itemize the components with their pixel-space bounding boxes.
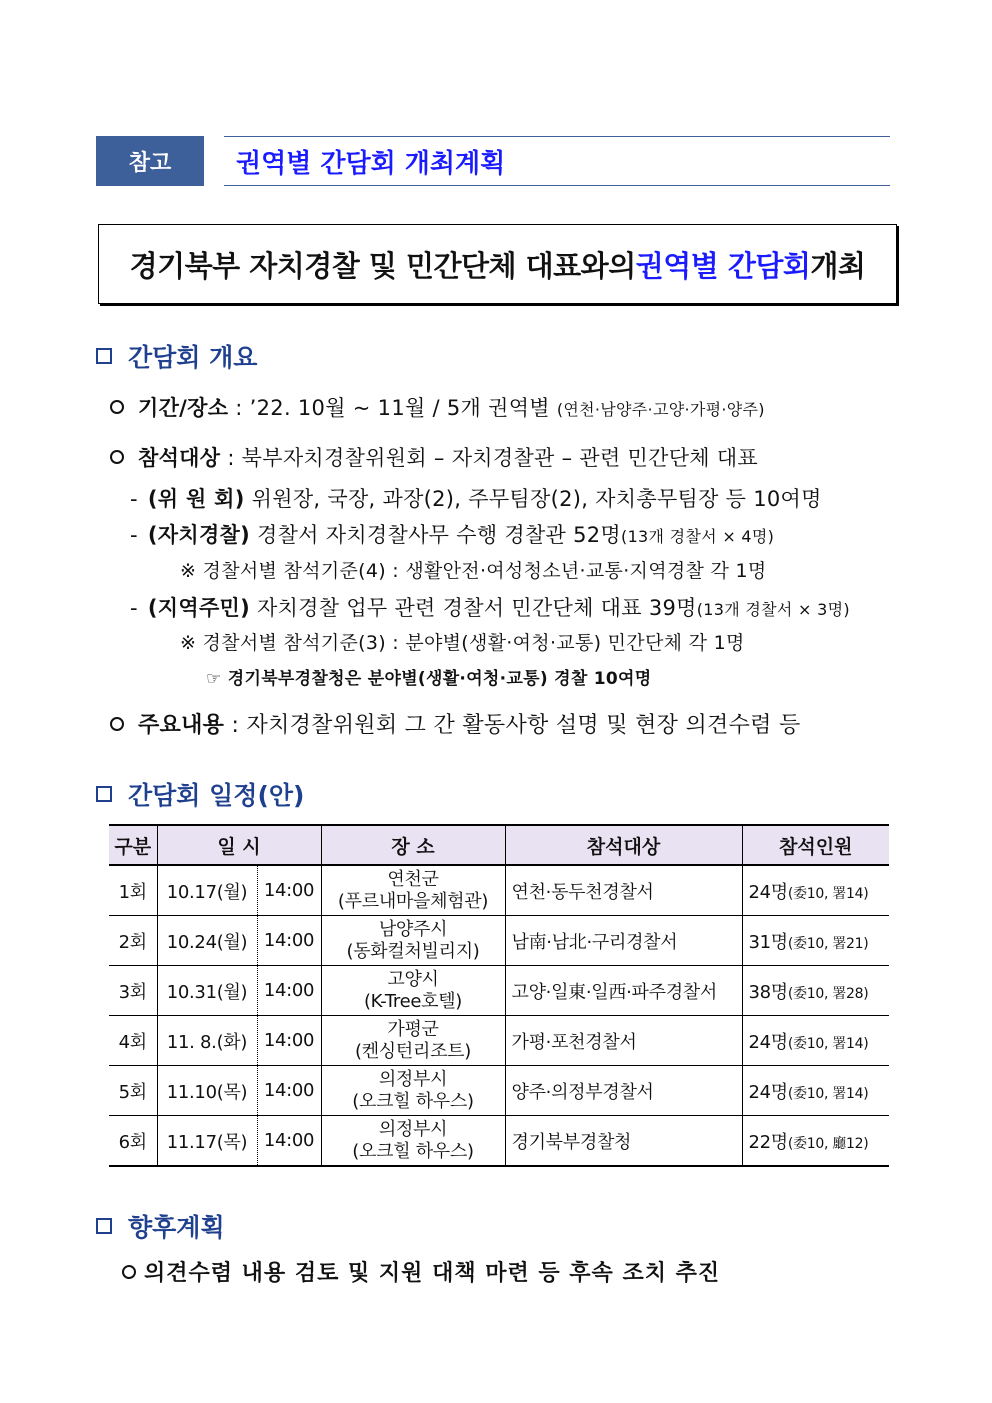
target-cell: 경기북부경찰청	[505, 1116, 742, 1167]
venue-name: 가평군	[387, 1018, 439, 1040]
circle-bullet-icon	[110, 717, 124, 731]
period-label: 기간/장소	[138, 396, 229, 420]
future-item: 의견수렴 내용 검토 및 지원 대책 마련 등 후속 조치 추진	[144, 1261, 721, 1286]
table-row	[109, 1016, 889, 1066]
count-cell	[742, 1116, 889, 1167]
target-cell: 고양·일東·일西·파주경찰서	[505, 966, 742, 1016]
hq-note: ☞ 경기북부경찰청은 분야별(생활·여청·교통) 경찰 10여명	[206, 669, 652, 689]
period-line	[110, 392, 765, 422]
header-venue: 장 소	[321, 825, 505, 865]
committee-line	[130, 483, 822, 513]
police-line	[130, 519, 774, 549]
content-value: : 자치경찰위원회 그 간 활동사항 설명 및 현장 의견수렴 등	[224, 713, 801, 738]
count-cell	[742, 916, 889, 966]
circle-bullet-icon	[110, 400, 124, 414]
count-value: 24명	[748, 1081, 788, 1103]
future-heading-text: 향후계획	[128, 1213, 225, 1242]
date-cell: 10.24(월)	[157, 916, 257, 966]
residents-criteria: ※ 경찰서별 참석기준(3) : 분야별(생활·여청·교통) 민간단체 각 1명	[180, 632, 745, 654]
period-note: (연천·남양주·고양·가평·양주)	[556, 400, 765, 419]
table-row	[109, 1066, 889, 1116]
round-cell: 3회	[109, 966, 157, 1016]
count-note: (委10, 署28)	[787, 985, 869, 1002]
table-row	[109, 916, 889, 966]
police-label: (자치경찰)	[147, 523, 251, 547]
table-header-row	[109, 825, 889, 865]
overview-heading	[96, 338, 257, 374]
venue-cell	[321, 1016, 505, 1066]
venue-place: (동화컬처빌리지)	[346, 940, 480, 962]
schedule-table	[109, 824, 889, 1167]
reference-tag: 참고	[96, 136, 204, 186]
venue-place: (K-Tree호텔)	[363, 990, 463, 1012]
period-value: : ’22. 10월 ~ 11월 / 5개 권역별	[228, 396, 557, 420]
count-value: 24명	[748, 881, 788, 903]
future-item-line	[122, 1256, 720, 1287]
date-cell: 10.31(월)	[157, 966, 257, 1016]
square-bullet-icon	[96, 1218, 112, 1234]
main-title-part2: 개최	[810, 248, 866, 283]
count-value: 31명	[748, 931, 788, 953]
police-criteria: ※ 경찰서별 참석기준(4) : 생활안전·여성청소년·교통·지역경찰 각 1명	[180, 560, 767, 582]
count-note: (委10, 廳12)	[787, 1135, 869, 1152]
count-note: (委10, 署14)	[787, 885, 869, 902]
circle-bullet-icon	[122, 1265, 136, 1279]
residents-line	[130, 592, 850, 622]
police-value: 경찰서 자치경찰사무 수행 경찰관 52명	[250, 523, 622, 547]
round-cell: 5회	[109, 1066, 157, 1116]
date-cell: 11.17(목)	[157, 1116, 257, 1167]
square-bullet-icon	[96, 348, 112, 364]
round-cell: 2회	[109, 916, 157, 966]
round-cell: 4회	[109, 1016, 157, 1066]
date-cell: 11. 8.(화)	[157, 1016, 257, 1066]
venue-name: 연천군	[387, 868, 439, 890]
count-note: (委10, 署21)	[787, 935, 869, 952]
attendees-line	[110, 442, 758, 472]
schedule-heading-text: 간담회 일정(안)	[128, 781, 305, 810]
circle-bullet-icon	[110, 450, 124, 464]
header-datetime: 일 시	[157, 825, 321, 865]
overview-heading-text: 간담회 개요	[128, 343, 258, 372]
schedule-heading	[96, 776, 304, 812]
main-title-part1: 경기북부 자치경찰 및 민간단체 대표와의	[129, 248, 636, 283]
committee-value: 위원장, 국장, 과장(2), 주무팀장(2), 자치총무팀장 등 10여명	[244, 487, 822, 511]
venue-cell	[321, 1116, 505, 1167]
venue-name: 남양주시	[378, 918, 448, 940]
future-heading	[96, 1208, 225, 1244]
date-cell: 11.10(목)	[157, 1066, 257, 1116]
count-cell	[742, 1066, 889, 1116]
date-cell: 10.17(월)	[157, 865, 257, 916]
table-row	[109, 1116, 889, 1167]
venue-cell	[321, 916, 505, 966]
residents-label: (지역주민)	[147, 596, 251, 620]
dash-bullet: -	[130, 596, 138, 620]
target-cell: 양주·의정부경찰서	[505, 1066, 742, 1116]
table-row	[109, 966, 889, 1016]
dash-bullet: -	[130, 487, 138, 511]
venue-name: 의정부시	[378, 1118, 448, 1140]
count-value: 38명	[748, 981, 788, 1003]
reference-title-box	[224, 136, 890, 186]
committee-label: (위 원 회)	[147, 487, 245, 511]
venue-place: (켄싱턴리조트)	[355, 1040, 471, 1062]
count-cell	[742, 966, 889, 1016]
venue-cell	[321, 865, 505, 916]
square-bullet-icon	[96, 786, 112, 802]
header-round: 구분	[109, 825, 157, 865]
header-count: 참석인원	[742, 825, 889, 865]
time-cell: 14:00	[257, 1016, 321, 1066]
venue-cell	[321, 966, 505, 1016]
attendees-label: 참석대상	[138, 446, 221, 470]
venue-name: 고양시	[387, 968, 439, 990]
venue-name: 의정부시	[378, 1068, 448, 1090]
target-cell: 가평·포천경찰서	[505, 1016, 742, 1066]
round-cell: 6회	[109, 1116, 157, 1167]
content-label: 주요내용	[138, 713, 225, 738]
police-note: (13개 경찰서 × 4명)	[621, 527, 775, 546]
count-cell	[742, 865, 889, 916]
attendees-value: : 북부자치경찰위원회 – 자치경찰관 – 관련 민간단체 대표	[220, 446, 759, 470]
time-cell: 14:00	[257, 916, 321, 966]
venue-place: (푸르내마을체험관)	[337, 890, 489, 912]
venue-cell	[321, 1066, 505, 1116]
content-line	[110, 708, 801, 739]
round-cell: 1회	[109, 865, 157, 916]
residents-value: 자치경찰 업무 관련 경찰서 민간단체 대표 39명	[250, 596, 697, 620]
count-note: (委10, 署14)	[787, 1085, 869, 1102]
venue-place: (오크힐 하우스)	[352, 1140, 474, 1162]
target-cell: 연천·동두천경찰서	[505, 865, 742, 916]
time-cell: 14:00	[257, 1066, 321, 1116]
time-cell: 14:00	[257, 865, 321, 916]
count-value: 24명	[748, 1031, 788, 1053]
header-target: 참석대상	[505, 825, 742, 865]
residents-note: (13개 경찰서 × 3명)	[696, 600, 850, 619]
dash-bullet: -	[130, 523, 138, 547]
time-cell: 14:00	[257, 1116, 321, 1167]
count-value: 22명	[748, 1131, 788, 1153]
main-title	[98, 224, 897, 304]
time-cell: 14:00	[257, 966, 321, 1016]
main-title-highlight: 권역별 간담회	[635, 248, 811, 283]
reference-title: 권역별 간담회 개최계획	[236, 148, 506, 179]
venue-place: (오크힐 하우스)	[352, 1090, 474, 1112]
count-cell	[742, 1016, 889, 1066]
target-cell: 남南·남北·구리경찰서	[505, 916, 742, 966]
count-note: (委10, 署14)	[787, 1035, 869, 1052]
table-row	[109, 865, 889, 916]
